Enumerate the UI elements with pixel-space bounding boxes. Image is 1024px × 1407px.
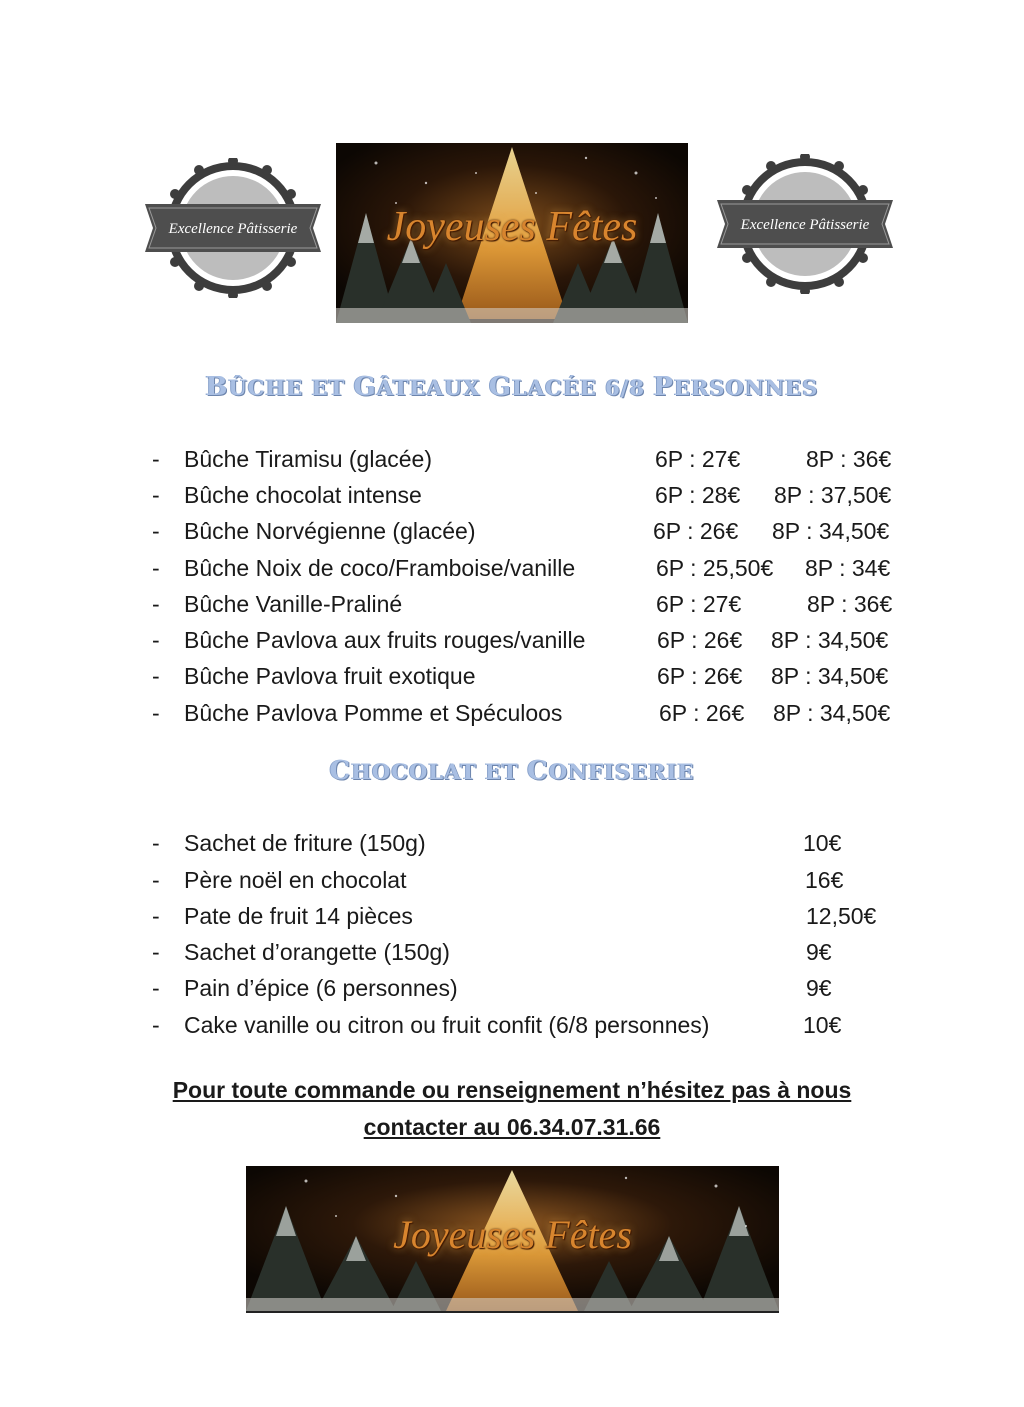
list-item (0, 934, 1024, 970)
list-item (0, 477, 1024, 513)
bottom-banner (246, 1166, 779, 1311)
list-item (0, 658, 1024, 694)
price-8p: 8P : 34,50€ (773, 700, 891, 726)
item-dash: - (152, 903, 160, 929)
price-8p: 8P : 34€ (805, 555, 891, 581)
list-item (0, 586, 1024, 622)
item-name: Bûche Noix de coco/Framboise/vanille (184, 555, 576, 581)
list-item (0, 1007, 1024, 1043)
list-item (0, 441, 1024, 477)
list-item (0, 825, 1024, 861)
item-dash: - (152, 1012, 160, 1038)
item-price: 10€ (803, 1012, 842, 1038)
item-price: 9€ (806, 939, 832, 965)
item-name: Bûche Pavlova Pomme et Spéculoos (184, 700, 563, 726)
item-dash: - (152, 591, 160, 617)
item-name: Bûche Pavlova aux fruits rouges/vanille (184, 627, 586, 653)
price-8p: 8P : 36€ (807, 591, 893, 617)
section-heading-chocolat: CHOCOLAT ET CONFISERIE (329, 756, 695, 786)
logo-right (715, 154, 895, 294)
item-dash: - (152, 555, 160, 581)
price-8p: 8P : 34,50€ (772, 518, 890, 544)
item-dash: - (152, 446, 160, 472)
list-item (0, 970, 1024, 1006)
item-name: Bûche Pavlova fruit exotique (184, 663, 476, 689)
price-8p: 8P : 34,50€ (771, 663, 889, 689)
price-6p: 6P : 27€ (656, 591, 742, 617)
item-name: Père noël en chocolat (184, 867, 407, 893)
item-name: Bûche Vanille-Praliné (184, 591, 403, 617)
price-6p: 6P : 27€ (655, 446, 741, 472)
bottom-banner-text: Joyeuses Fêtes (393, 1212, 632, 1257)
list-item (0, 695, 1024, 731)
item-name: Pain d’épice (6 personnes) (184, 975, 458, 1001)
item-dash: - (152, 975, 160, 1001)
price-8p: 8P : 36€ (806, 446, 892, 472)
list-item (0, 622, 1024, 658)
list-item (0, 898, 1024, 934)
item-name: Pate de fruit 14 pièces (184, 903, 413, 929)
price-6p: 6P : 28€ (655, 482, 741, 508)
item-price: 10€ (803, 830, 842, 856)
price-6p: 6P : 25,50€ (656, 555, 774, 581)
item-name: Sachet de friture (150g) (184, 830, 426, 856)
item-name: Cake vanille ou citron ou fruit confit (6/8 personnes) (184, 1012, 710, 1038)
logo-left-text: Excellence Pâtisserie (168, 221, 298, 237)
price-6p: 6P : 26€ (653, 518, 739, 544)
bottom-divider (246, 1311, 779, 1313)
item-dash: - (152, 627, 160, 653)
item-dash: - (152, 700, 160, 726)
price-6p: 6P : 26€ (659, 700, 745, 726)
price-6p: 6P : 26€ (657, 663, 743, 689)
list-item (0, 550, 1024, 586)
item-dash: - (152, 939, 160, 965)
logo-left (143, 158, 323, 298)
item-name: Bûche chocolat intense (184, 482, 422, 508)
item-price: 9€ (806, 975, 832, 1001)
list-item (0, 513, 1024, 549)
price-8p: 8P : 34,50€ (771, 627, 889, 653)
item-dash: - (152, 867, 160, 893)
top-banner-text: Joyeuses Fêtes (386, 204, 638, 250)
item-name: Bûche Norvégienne (glacée) (184, 518, 476, 544)
price-6p: 6P : 26€ (657, 627, 743, 653)
item-price: 16€ (805, 867, 844, 893)
item-dash: - (152, 482, 160, 508)
section-heading-buches: BÛCHE ET GÂTEAUX GLACÉE 6/8 PERSONNES (205, 372, 819, 402)
list-item (0, 862, 1024, 898)
item-dash: - (152, 663, 160, 689)
top-banner (336, 143, 688, 323)
contact-line-2: contacter au 06.34.07.31.66 (363, 1114, 661, 1140)
price-8p: 8P : 37,50€ (774, 482, 892, 508)
item-dash: - (152, 518, 160, 544)
item-name: Sachet d’orangette (150g) (184, 939, 450, 965)
item-name: Bûche Tiramisu (glacée) (184, 446, 432, 472)
contact-line-1: Pour toute commande ou renseignement n’hésitez pas à nous (172, 1077, 852, 1103)
logo-right-text: Excellence Pâtisserie (740, 217, 870, 233)
item-dash: - (152, 830, 160, 856)
item-price: 12,50€ (806, 903, 877, 929)
